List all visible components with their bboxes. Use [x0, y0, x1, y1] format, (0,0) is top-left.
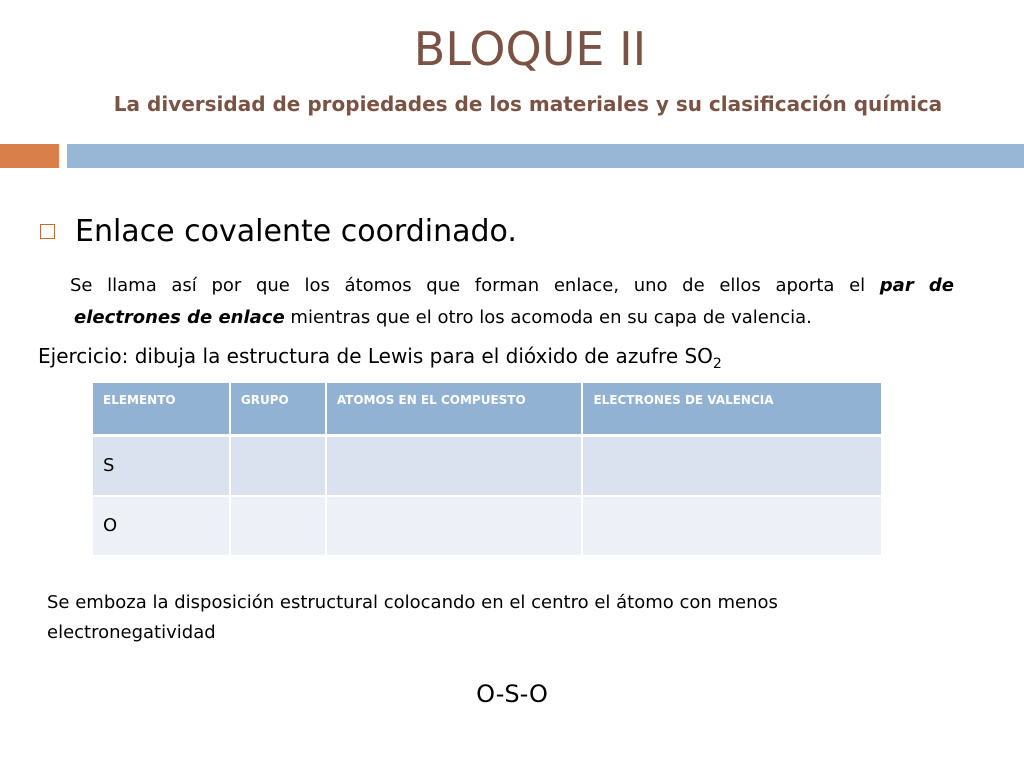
accent-bar-blue: [67, 144, 1024, 168]
header-elemento: ELEMENTO: [93, 383, 230, 435]
paragraph-line-1: [70, 270, 954, 302]
elements-table: [93, 383, 883, 557]
bold-term-1: par de: [879, 275, 954, 296]
square-bullet-icon: [40, 224, 55, 239]
formula-text: O-S-O: [476, 680, 548, 708]
table-cell: [230, 435, 326, 496]
table-cell: [326, 496, 583, 556]
exercise-text: [38, 344, 722, 372]
table-cell: [230, 496, 326, 556]
header-atomos: ATOMOS EN EL COMPUESTO: [326, 383, 583, 435]
table-cell: [582, 496, 882, 556]
note-text: Se emboza la disposición estructural colocando en el centro el átomo con menos electronegatividad: [47, 592, 778, 643]
section-heading: Enlace covalente coordinado.: [75, 214, 517, 249]
exercise-label: Ejercicio: dibuja la estructura de Lewis para el dióxido de azufre SO: [38, 344, 713, 368]
bold-term-2: electrones de enlace: [74, 307, 285, 328]
header-electrones: ELECTRONES DE VALENCIA: [582, 383, 882, 435]
slide-subtitle: La diversidad de propiedades de los materiales y su clasificación química: [113, 92, 943, 116]
accent-bar-orange: [0, 144, 59, 168]
bullet-heading-row: [40, 214, 517, 249]
paragraph-text-2: mientras que el otro los acomoda en su capa de valencia.: [284, 307, 812, 328]
paragraph-line-2: [70, 302, 954, 334]
paragraph-text-1: Se llama así por que los átomos que forman enlace, uno de ellos aporta el: [70, 275, 880, 296]
exercise-subscript: 2: [712, 356, 722, 372]
definition-paragraph: [70, 270, 954, 334]
table-cell: O: [93, 496, 230, 556]
table-cell: [582, 435, 882, 496]
table-row: [93, 496, 882, 556]
table-header-row: [93, 383, 882, 435]
header-grupo: GRUPO: [230, 383, 326, 435]
slide-title: BLOQUE II: [413, 22, 647, 76]
table-cell: S: [93, 435, 230, 496]
table-cell: [326, 435, 583, 496]
table-row: [93, 435, 882, 496]
